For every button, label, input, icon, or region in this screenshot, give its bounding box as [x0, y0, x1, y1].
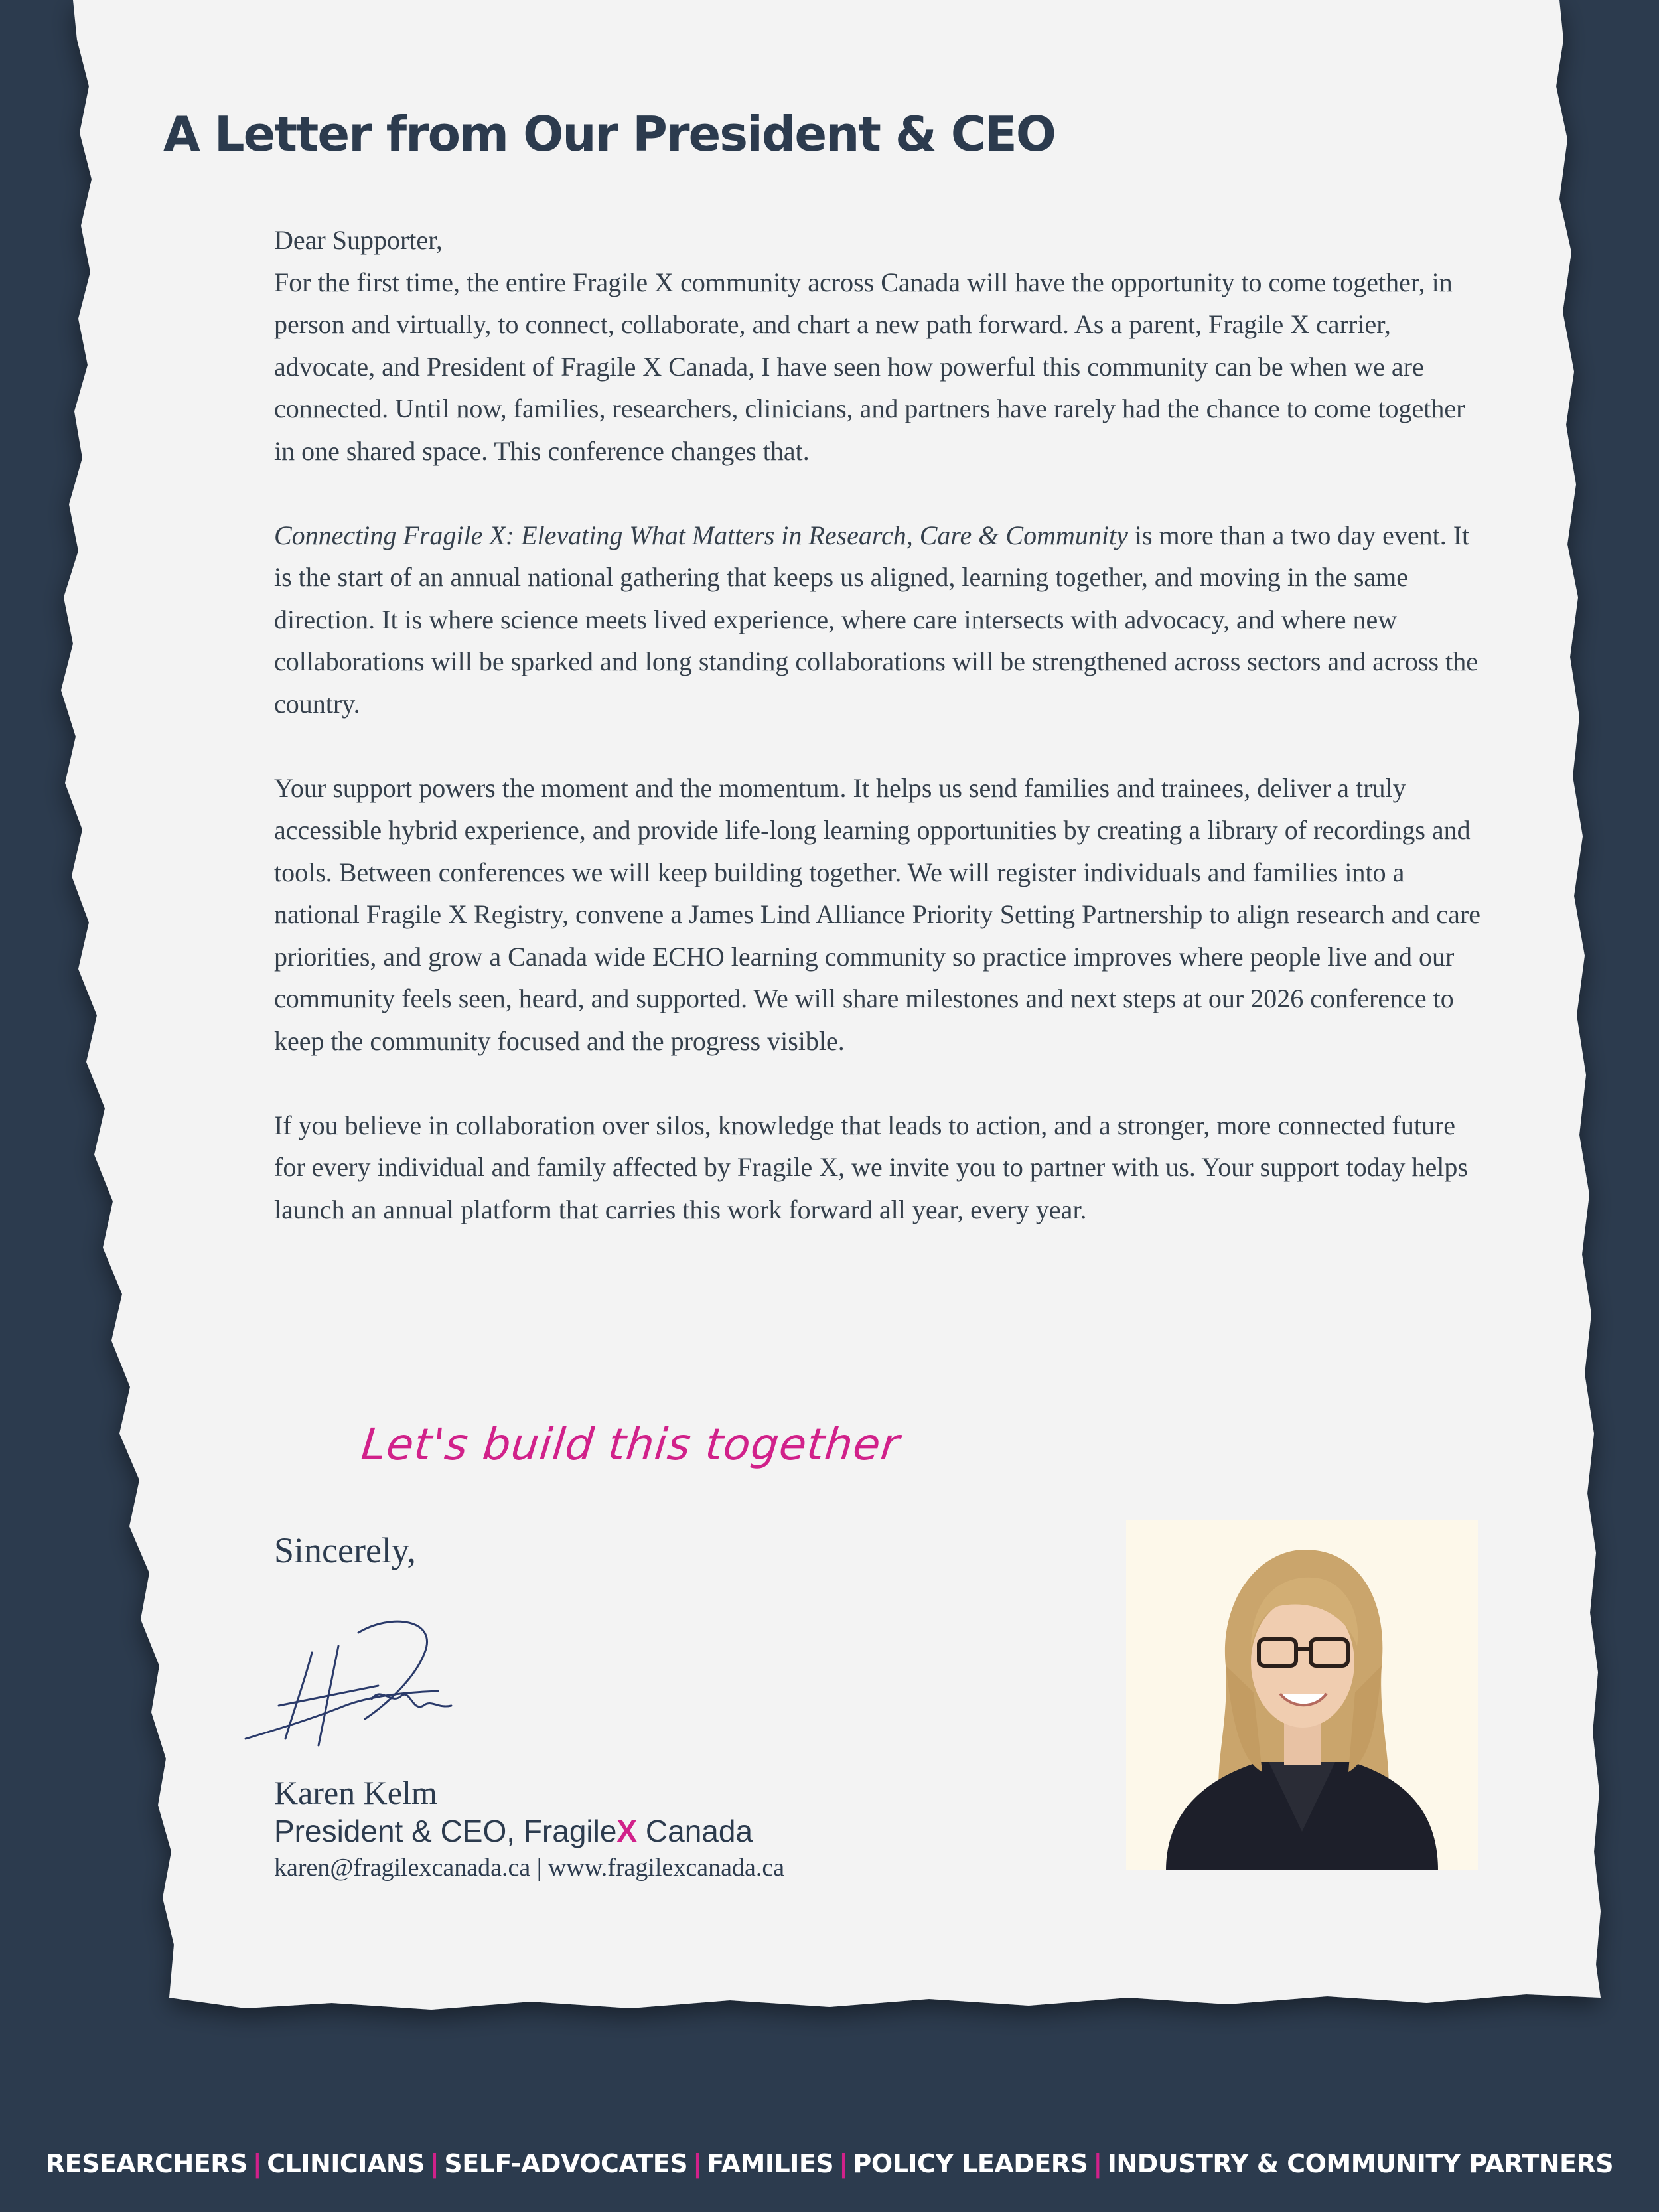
audience-industry-community-partners: INDUSTRY & COMMUNITY PARTNERS	[1107, 2149, 1614, 2178]
footer-separator: |	[1093, 2149, 1102, 2178]
audience-families: FAMILIES	[707, 2149, 834, 2178]
footer-separator: |	[693, 2149, 702, 2178]
handwritten-tagline: Let's build this together	[358, 1419, 902, 1470]
letter-paragraph-2	[274, 514, 1488, 725]
footer-separator: |	[252, 2149, 262, 2178]
signer-contact[interactable]: karen@fragilexcanada.ca | www.fragilexcanada.ca	[274, 1854, 785, 1881]
letter-paragraph-1: For the first time, the entire Fragile X community across Canada will have the opportunity to come together, in person and virtually, to connect, collaborate, and chart a new path forward. As a parent, Fragile X carrier, advocate, and President of Fragile X Canada, I have seen how powerful this community can be when we are connected. Until now, families, researchers, clinicians, and partners have rarely had the chance to come together in one shared space. This conference changes that.	[274, 267, 1465, 466]
letter-closing: Sincerely,	[274, 1530, 416, 1570]
audience-footer	[0, 2149, 1659, 2178]
letter-paragraph-3: Your support powers the moment and the momentum. It helps us send families and trainees, deliver a truly accessible hybrid experience, and provide life-long learning opportunities by creating a library of recordings and tools. Between conferences we will keep building together. We will register individuals and families into a national Fragile X Registry, convene a James Lind Alliance Priority Setting Partnership to align research and care priorities, and grow a Canada wide ECHO learning community so practice improves where people live and our community feels seen, heard, and supported. We will share milestones and next steps at our 2026 conference to keep the community focused and the progress visible.	[274, 773, 1480, 1056]
footer-separator: |	[839, 2149, 848, 2178]
signer-name: Karen Kelm	[274, 1774, 437, 1811]
footer-separator: |	[430, 2149, 439, 2178]
portrait-photo	[1126, 1520, 1478, 1870]
conference-title: Connecting Fragile X: Elevating What Matters in Research, Care & Community	[274, 520, 1128, 550]
letter-paragraph-2-text: is more than a two day event. It is the start of an annual national gathering that keeps us aligned, learning together, and moving in the same direction. It is where science meets lived experience, where care intersects with advocacy, and where new collaborations will be sparked and long standing collaborations will be strengthened across sectors and across the country.	[274, 520, 1478, 719]
audience-researchers: RESEARCHERS	[45, 2149, 248, 2178]
audience-self-advocates: SELF-ADVOCATES	[444, 2149, 688, 2178]
letter-greeting: Dear Supporter,	[274, 225, 443, 255]
audience-policy-leaders: POLICY LEADERS	[853, 2149, 1088, 2178]
signer-title: President & CEO, FragileX Canada	[274, 1814, 753, 1848]
letter-paragraph-4: If you believe in collaboration over silos, knowledge that leads to action, and a stronger, more connected future for every individual and family affected by Fragile X, we invite you to partner with us. Your support today helps launch an annual platform that carries this work forward all year, every year.	[274, 1110, 1468, 1224]
letter-body	[274, 219, 1488, 1273]
audience-clinicians: CLINICIANS	[267, 2149, 425, 2178]
handwritten-signature	[239, 1606, 465, 1759]
page-title: A Letter from Our President & CEO	[163, 106, 1056, 162]
brand-x: X	[616, 1814, 638, 1848]
